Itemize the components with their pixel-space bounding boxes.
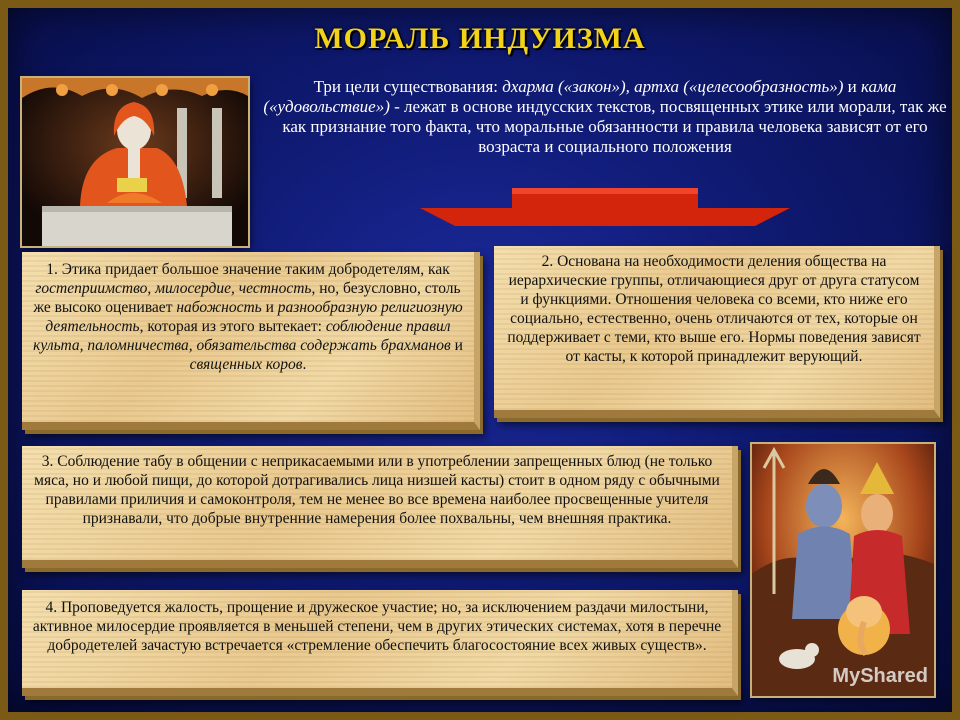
- card-hierarchy: [494, 246, 940, 418]
- hindu-gods-image: [752, 444, 934, 696]
- card1-i1: гостеприимство, милосердие, честность: [35, 280, 312, 297]
- down-arrow-icon: [420, 188, 790, 226]
- card1-i3: разнообразную религиозную деятельность: [45, 299, 463, 335]
- watermark-text: MyShared: [832, 665, 928, 687]
- intro-dharma: дхарма («закон»), артха («целесообразность»): [502, 77, 844, 96]
- card1-t4: , которая из этого вытекает:: [139, 318, 326, 335]
- card1-t2: , но, безусловно, столь же высоко оценивает: [33, 280, 461, 316]
- card-taboo: [22, 446, 738, 568]
- intro-text: [260, 77, 950, 157]
- card1-i2: набожность: [176, 299, 262, 316]
- card-compassion: [22, 590, 738, 696]
- intro-kama: кама («удовольствие»): [263, 77, 897, 116]
- intro-part3: - лежат в основе индусских текстов, посвященных этике или морали, так же как признание того факта, что моральные обязанности и правила человека зависят от его возраста и социального положения: [282, 97, 947, 156]
- card1-i5: священных коров: [189, 356, 303, 373]
- card1-t1: 1. Этика придает большое значение таким добродетелям, как: [46, 261, 450, 278]
- saint-statue-image: [22, 78, 248, 246]
- intro-part2: и: [843, 77, 861, 96]
- card-ethics: [22, 252, 480, 430]
- card3-text: 3. Соблюдение табу в общении с неприкасаемыми или в употреблении запрещенных блюд (не только мяса, но и любой пищи, до которой дотрагивались лица низшей касты) стоит в одном ряду с обычными правилами приличия и самоконтроля, тем не менее во все времена наиболее просвещенные учителя признавали, что добрые внутренние намерения более похвальны, чем внешняя практика.: [34, 453, 720, 527]
- intro-part1: Три цели существования:: [313, 77, 503, 96]
- card1-t3: и: [261, 299, 278, 316]
- card4-text: 4. Проповедуется жалость, прощение и дружеское участие; но, за исключением раздачи милостыни, активное милосердие проявляется в меньшей степени, чем в других этических системах, хотя в перечне добродетелей зачастую встречается «стремление обеспечить благосостояние всех живых существ».: [32, 599, 722, 654]
- slide-title: МОРАЛЬ ИНДУИЗМА: [314, 22, 646, 55]
- card2-text: 2. Основана на необходимости деления общества на иерархические группы, отличающиеся друг от друга статусом и функциями. Отношения человека со всеми, кто ниже его социально, естественно, очень отличаются от тех, которые он поддерживает с теми, кто выше его. Нормы поведения зависят от касты, к которой принадлежит верующий.: [507, 253, 921, 365]
- card1-t5: и: [450, 337, 463, 354]
- card1-i4: соблюдение правил культа, паломничества, обязательства содержать брахманов: [33, 318, 451, 354]
- card1-t6: .: [302, 356, 307, 373]
